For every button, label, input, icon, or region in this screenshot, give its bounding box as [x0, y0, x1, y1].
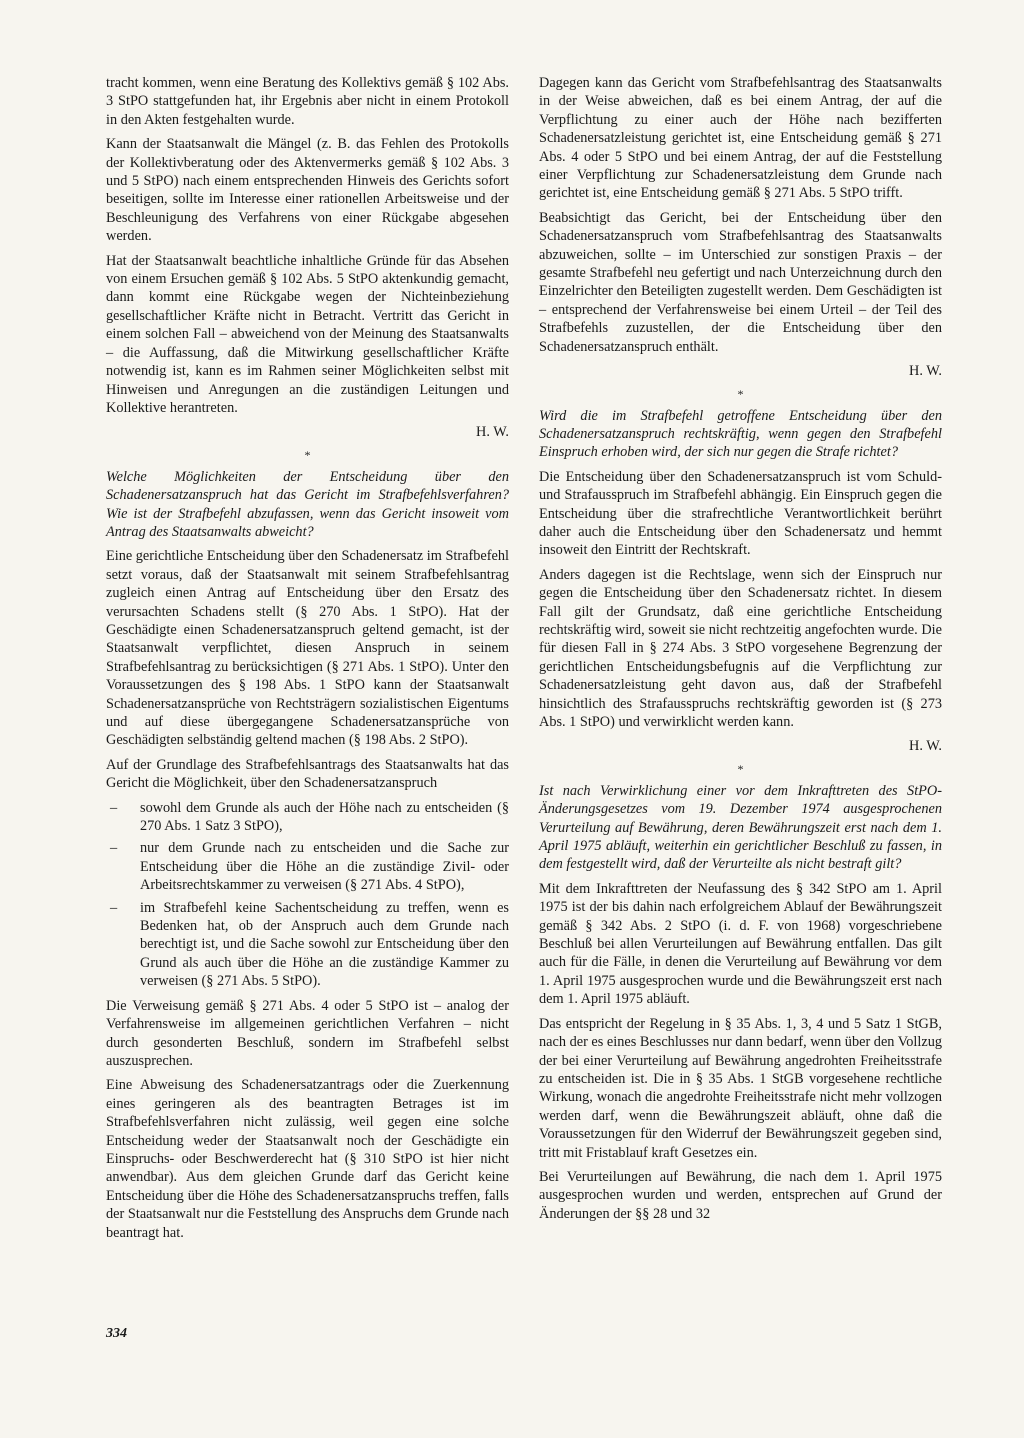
- paragraph: Anders dagegen ist die Rechtslage, wenn sich der Einspruch nur gegen die Entscheidung über den Schadenersatz richtet. In diesem Fall gilt der Grundsatz, daß eine gerichtliche Entscheidung rechtskräftig wird, soweit sie nicht rechtzeitig angefochten wurde. Die für diesen Fall in § 274 Abs. 3 StPO vorgesehene Begrenzung der gerichtlichen Entscheidungsbefugnis auf die Verpflichtung zur Schadenersatzleistung geht davon aus, daß der Strafbefehl hinsichtlich des Strafausspruchs rechtskräftig geworden ist (§ 273 Abs. 1 StPO) und verwirklicht werden kann.: [539, 566, 942, 730]
- author-signature: H. W.: [476, 424, 509, 441]
- question-heading: Ist nach Verwirklichung einer vor dem Inkrafttreten des StPO-Änderungsgesetzes vom 19. Dezember 1974 ausgesprochenen Verurteilung auf Bewährung, deren Bewährungszeit erst nach dem 1. April 1975 abläuft, weiterhin ein gerichtlicher Beschluß zu fassen, in dem festgestellt wird, daß der Verurteilte als nicht bestraft gilt?: [539, 782, 942, 873]
- paragraph: Mit dem Inkrafttreten der Neufassung des § 342 StPO am 1. April 1975 ist der bis dahin nach erfolgreichem Ablauf der Bewährungszeit gemäß § 342 Abs. 2 StPO (i. d. F. von 1968) vorgeschriebene Beschluß bei allen Verurteilungen auf Bewährung entfallen. Das gilt auch für die Fälle, in denen die Verurteilung auf Bewährung vor dem 1. April 1975 ausgesprochen wurde und die Bewährungszeit erst nach dem 1. April 1975 abläuft.: [539, 880, 942, 1008]
- paragraph: Eine gerichtliche Entscheidung über den Schadenersatz im Strafbefehl setzt voraus, daß der Staatsanwalt mit seinem Strafbefehlsantrag zugleich einen Antrag auf Entscheidung über den Ersatz des verursachten Schadens stellt (§ 270 Abs. 1 StPO). Hat der Geschädigte einen Schadenersatzanspruch geltend gemacht, ist der Staatsanwalt verpflichtet, diesen Anspruch in seinem Strafbefehlsantrag zu berücksichtigen (§ 271 Abs. 1 StPO). Unter den Voraussetzungen des § 198 Abs. 1 StPO kann der Staatsanwalt Schadenersatzansprüche von Rechtsträgern sozialistischen Eigentums und auf diese übergegangene Schadenersatzansprüche von Geschädigten selbständig geltend machen (§ 198 Abs. 2 StPO).: [106, 548, 509, 749]
- paragraph: tracht kommen, wenn eine Beratung des Kollektivs gemäß § 102 Abs. 3 StPO stattgefunden hat, ihr Ergebnis aber nicht in einem Protokoll in den Akten festgehalten wurde.: [106, 75, 509, 128]
- author-signature: H. W.: [909, 363, 942, 380]
- right-column: [539, 74, 942, 1229]
- left-column: [106, 74, 509, 1248]
- dash-list: [106, 799, 509, 991]
- question-heading: Welche Möglichkeiten der Entscheidung über den Schadenersatzanspruch hat das Gericht im Strafbefehlsverfahren? Wie ist der Strafbefehl abzufassen, wenn das Gericht insoweit vom Antrag des Staatsanwalts abweicht?: [106, 468, 509, 540]
- page-number: 334: [106, 1326, 127, 1341]
- paragraph: Dagegen kann das Gericht vom Strafbefehlsantrag des Staatsanwalts in der Weise abweichen, daß es bei einem Antrag, der auf die Verpflichtung zu einer auch der Höhe nach bezifferten Schadenersatzleistung gerichtet ist, eine Entscheidung gemäß § 271 Abs. 4 oder 5 StPO und bei einem Antrag, der auf die Feststellung einer Verpflichtung zur Schadenersatzleistung dem Grunde nach gerichtet ist, eine Entscheidung gemäß § 271 Abs. 5 StPO trifft.: [539, 75, 942, 202]
- section-separator: *: [737, 386, 744, 401]
- author-signature: H. W.: [909, 738, 942, 755]
- paragraph: Beabsichtigt das Gericht, bei der Entscheidung über den Schadenersatzanspruch vom Strafbefehlsantrag des Staatsanwalts abzuweichen, sollte – im Unterschied zur sonstigen Praxis – der gesamte Strafbefehl neu gefertigt und nach Unterzeichnung durch den Einzelrichter den Beteiligten zugestellt werden. Dem Geschädigten ist – entsprechend der Verfahrensweise bei einem Urteil – der Teil des Strafbefehls zuzustellen, der die Entscheidung über den Schadenersatzanspruch enthält.: [539, 209, 942, 355]
- question-heading: Wird die im Strafbefehl getroffene Entscheidung über den Schadenersatzanspruch rechtskräftig, wenn gegen den Strafbefehl Einspruch erhoben wird, der sich nur gegen die Strafe richtet?: [539, 407, 942, 461]
- paragraph: Eine Abweisung des Schadenersatzantrags oder die Zuerkennung eines geringeren als des beantragten Betrages ist im Strafbefehlsverfahren nicht zulässig, weil gegen eine solche Entscheidung weder der Staatsanwalt noch der Geschädigte ein Einspruchs- oder Beschwerderecht hat (§ 310 StPO ist hier nicht anwendbar). Aus dem gleichen Grunde darf das Gericht keine Entscheidung über die Höhe des Schadenersatzanspruchs treffen, falls der Staatsanwalt nur die Feststellung des Anspruchs dem Grunde nach beantragt hat.: [106, 1077, 509, 1241]
- paragraph: Bei Verurteilungen auf Bewährung, die nach dem 1. April 1975 ausgesprochen wurden und werden, entsprechen auf Grund der Änderungen der §§ 28 und 32: [539, 1168, 942, 1222]
- list-item: – nur dem Grunde nach zu entscheiden und die Sache zur Entscheidung über die Höhe an die zuständige Zivil- oder Arbeitsrechtskammer zu verweisen (§ 271 Abs. 4 StPO),: [106, 839, 509, 894]
- paragraph: Die Entscheidung über den Schadenersatzanspruch ist vom Schuld- und Strafausspruch im Strafbefehl abhängig. Ein Einspruch gegen die Entscheidung über die strafrechtliche Verantwortlichkeit berührt daher auch die Entscheidung über den Schadenersatz und hemmt insoweit den Eintritt der Rechtskraft.: [539, 468, 942, 559]
- paragraph: Die Verweisung gemäß § 271 Abs. 4 oder 5 StPO ist – analog der Verfahrensweise im allgemeinen gerichtlichen Verfahren – nicht durch gesonderten Beschluß, sondern im Strafbefehl selbst auszusprechen.: [106, 997, 509, 1069]
- section-separator: *: [304, 447, 311, 462]
- paragraph: Das entspricht der Regelung in § 35 Abs. 1, 3, 4 und 5 Satz 1 StGB, nach der es eines Beschlusses nur dann bedarf, wenn über den Vollzug der bei einer Verurteilung auf Bewährung angedrohten Freiheitsstrafe zu entscheiden ist. Die in § 35 Abs. 1 StGB vorgesehene rechtliche Wirkung, wonach die angedrohte Freiheitsstrafe nicht mehr vollzogen werden darf, wenn die Bewährungszeit abläuft, ohne daß die Voraussetzungen für den Widerruf der Bewährungszeit gegeben sind, tritt mit Fristablauf kraft Gesetzes ein.: [539, 1015, 942, 1161]
- paragraph: Auf der Grundlage des Strafbefehlsantrags des Staatsanwalts hat das Gericht die Möglichkeit, über den Schadenersatzanspruch: [106, 756, 509, 792]
- paragraph: Hat der Staatsanwalt beachtliche inhaltliche Gründe für das Absehen von einem Ersuchen gemäß § 102 Abs. 5 StPO aktenkundig gemacht, dann kommt eine Rückgabe wegen der Nichteinbeziehung gesellschaftlicher Kräfte nicht in Betracht. Vertritt das Gericht in einem solchen Fall – abweichend von der Meinung des Staatsanwalts – die Auffassung, daß die Mitwirkung gesellschaftlicher Kräfte notwendig ist, kann es im Rahmen seiner Möglichkeiten selbst mit Hinweisen und Anregungen an die zuständigen Leitungen und Kollektive herantreten.: [106, 252, 509, 416]
- section-separator: *: [737, 761, 744, 776]
- paragraph: Kann der Staatsanwalt die Mängel (z. B. das Fehlen des Protokolls der Kollektivberatung oder des Aktenvermerks gemäß § 102 Abs. 3 und 5 StPO) nach einem entsprechenden Hinweis des Gerichts sofort beseitigen, sollte im Interesse einer rationellen Arbeitsweise und der Beschleunigung des Verfahrens von einer Rückgabe abgesehen werden.: [106, 136, 509, 245]
- list-item: – sowohl dem Grunde als auch der Höhe nach zu entscheiden (§ 270 Abs. 1 Satz 3 StPO),: [106, 799, 509, 836]
- list-item: – im Strafbefehl keine Sachentscheidung zu treffen, wenn es Bedenken hat, ob der Anspruch auch dem Grunde nach berechtigt ist, und die Sache sowohl zur Entscheidung über den Grund als auch über die Höhe an die zuständige Kammer zu verweisen (§ 271 Abs. 5 StPO).: [106, 899, 509, 991]
